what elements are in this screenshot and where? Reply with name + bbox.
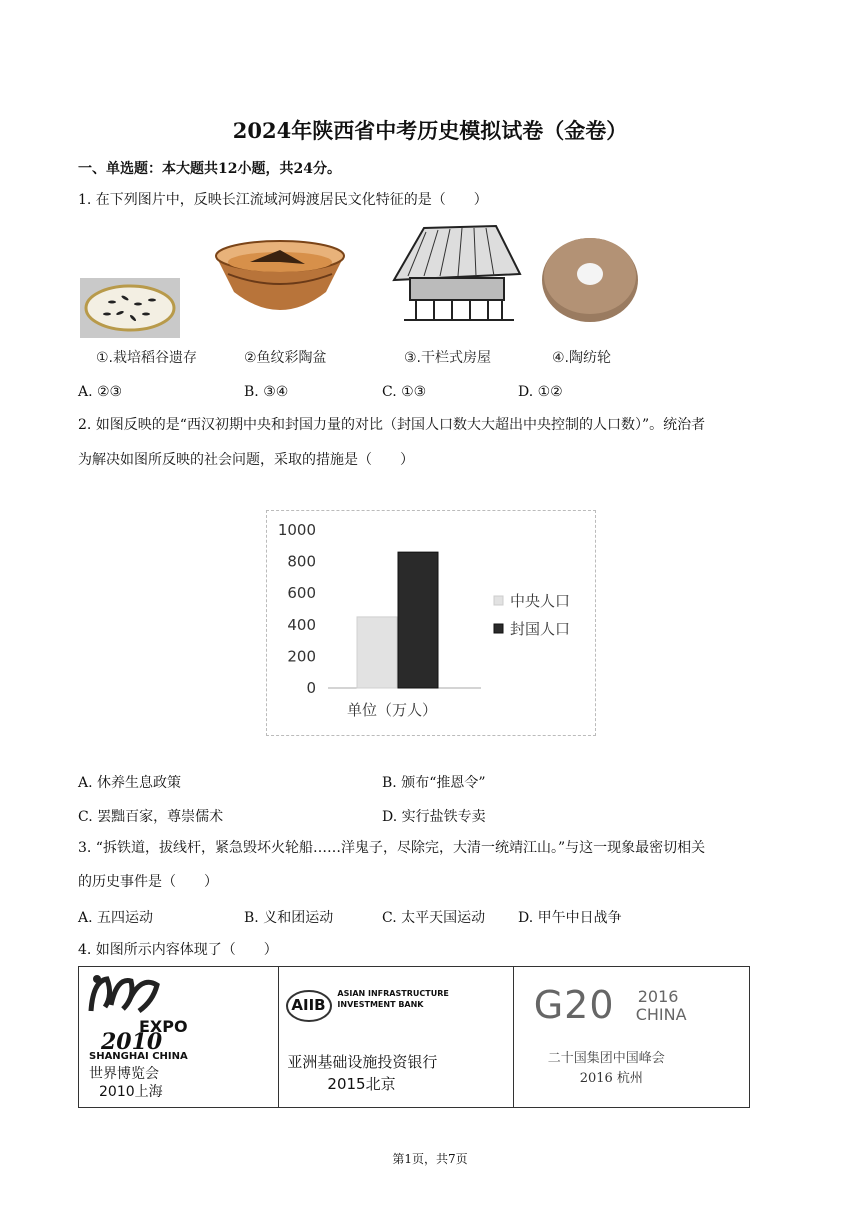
g20-mark: G20 [533, 983, 615, 1027]
q2-option-b[interactable]: B. 颁布“推恩令” [382, 775, 486, 791]
expo-chinese: 世界博览会 [89, 1066, 159, 1082]
q3-option-d[interactable]: D. 甲午中日战争 [518, 910, 622, 926]
q2-option-a[interactable]: A. 休养生息政策 [78, 775, 182, 791]
q1-stem: 1. 在下列图片中，反映长江流域河姆渡居民文化特征的是（ ） [78, 192, 488, 208]
aiib-city-year: 2015北京 [327, 1075, 396, 1093]
aiib-english-2: INVESTMENT BANK [337, 1000, 424, 1009]
y-tick-label: 200 [287, 647, 316, 666]
y-tick-label: 400 [287, 615, 316, 634]
bar-central-population [357, 617, 397, 688]
section-heading: 一、单选题：本大题共12小题，共24分。 [78, 161, 341, 177]
population-bar-chart [266, 510, 594, 734]
q2-stem-line2: 为解决如图所反映的社会问题，采取的措施是（ ） [78, 452, 414, 468]
g20-year: 2016 [637, 987, 679, 1006]
y-tick-label: 800 [287, 552, 316, 571]
logo-table [78, 966, 750, 1108]
q1-option-a[interactable]: A. ②③ [78, 384, 123, 400]
expo-english: SHANGHAI CHINA [89, 1051, 188, 1062]
x-axis-label: 单位（万人） [346, 701, 438, 719]
y-tick-label: 0 [306, 679, 316, 697]
q1-caption-2: ②鱼纹彩陶盆 [244, 350, 327, 366]
q2-option-d[interactable]: D. 实行盐铁专卖 [382, 809, 486, 825]
painted-pottery-basin-image [210, 232, 350, 324]
q3-option-a[interactable]: A. 五四运动 [78, 910, 154, 926]
expo-logo-cell [79, 967, 279, 1107]
q1-caption-1: ①.栽培稻谷遗存 [96, 350, 198, 366]
expo-year-mark: 2010 [101, 1029, 163, 1055]
q3-option-c[interactable]: C. 太平天国运动 [382, 910, 486, 926]
rice-remains-image [80, 278, 180, 338]
aiib-chinese: 亚洲基础设施投资银行 [287, 1053, 438, 1071]
pottery-spindle-whorl-image [540, 230, 640, 324]
q1-option-d[interactable]: D. ①② [518, 384, 563, 400]
page-title: 2024年陕西省中考历史模拟试卷（金卷） [232, 118, 628, 143]
bar-fief-population [398, 552, 438, 688]
page-footer: 第1页，共7页 [392, 1152, 468, 1166]
aiib-english-1: ASIAN INFRASTRUCTURE [337, 989, 449, 998]
stilt-house-image [386, 222, 526, 324]
g20-chinese: 二十国集团中国峰会 [547, 1051, 665, 1066]
legend-swatch [494, 596, 503, 605]
q3-stem-line1: 3. “拆铁道，拔线杆，紧急毁坏火轮船……洋鬼子，尽除完，大清一统靖江山。”与这一现象最密切相关 [78, 840, 706, 856]
q1-caption-3: ③.干栏式房屋 [404, 350, 492, 366]
expo-city-year: 2010上海 [99, 1084, 163, 1100]
q3-stem-line2: 的历史事件是（ ） [78, 874, 218, 890]
aiib-logo-cell [279, 967, 513, 1107]
g20-city-year: 2016 杭州 [579, 1071, 643, 1086]
legend-label: 封国人口 [510, 620, 571, 638]
q4-stem: 4. 如图所示内容体现了（ ） [78, 942, 278, 958]
y-tick-label: 1000 [277, 521, 316, 539]
q1-option-c[interactable]: C. ①③ [382, 384, 427, 400]
q1-caption-4: ④.陶纺轮 [552, 350, 612, 366]
q1-option-b[interactable]: B. ③④ [244, 384, 289, 400]
g20-china: CHINA [635, 1005, 687, 1024]
q2-option-c[interactable]: C. 罢黜百家，尊崇儒术 [78, 809, 224, 825]
q2-stem-line1: 2. 如图反映的是“西汉初期中央和封国力量的对比（封国人口数大大超出中央控制的人口数）”。统治者 [78, 417, 706, 433]
g20-logo-cell [514, 967, 749, 1107]
aiib-mark: AIIB [291, 996, 326, 1014]
q3-option-b[interactable]: B. 义和团运动 [244, 910, 334, 926]
legend-label: 中央人口 [510, 592, 571, 610]
legend-swatch [494, 624, 503, 633]
y-tick-label: 600 [287, 584, 316, 603]
expo-mark: EXPO [139, 1017, 188, 1036]
